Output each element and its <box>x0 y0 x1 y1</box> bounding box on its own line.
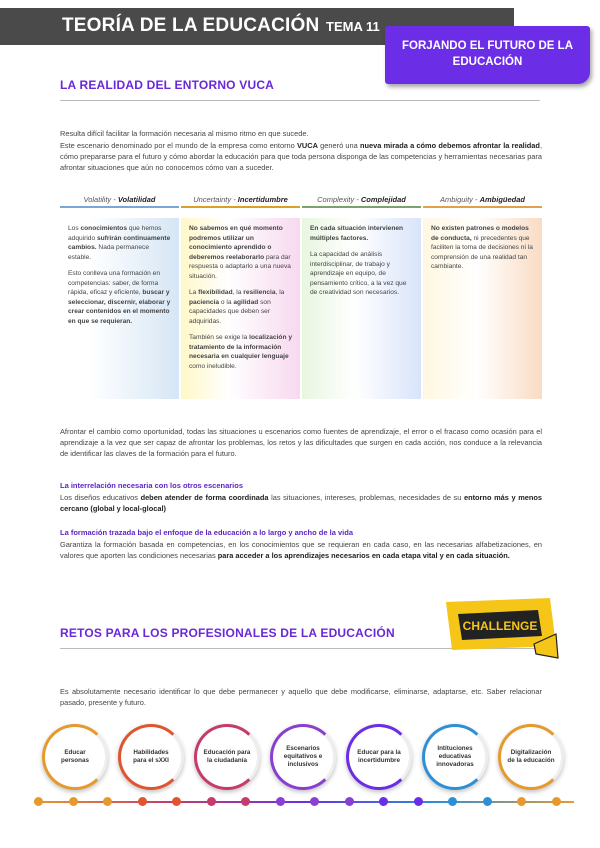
column-header: Complexity - Complejidad <box>302 192 421 208</box>
section-title-retos: RETOS PARA LOS PROFESIONALES DE LA EDUCACIÓN <box>60 626 395 640</box>
column-header: Ambiguity - Ambigüedad <box>423 192 542 208</box>
column-header: Uncertainty - Incertidumbre <box>181 192 300 208</box>
vuca-column-uncertainty <box>181 192 300 399</box>
column-header: Volatility - Volatilidad <box>60 192 179 208</box>
column-body: Los conocimientos que hemos adquirido sufrirán continuamente cambios. Nada permanece estable. Esto conlleva una formación en competencias: saber, de forma rápida, eficaz y eficiente, buscar y seleccionar, discernir, elaborar y crear contenidos en el momento en que se requieran. <box>60 218 179 399</box>
column-body: No sabemos en qué momento podremos utilizar un conocimiento aprendido o deberemos reelaborarlo para dar respuesta o adaptarlo a una nueva situación. La flexibilidad, la resiliencia, la paciencia o la agilidad son capacidades que deben ser adquiridas. También se exige la localización y tratamiento de la información necesaria en cualquier lenguaje como ineludible. <box>181 218 300 399</box>
timeline-dot <box>345 797 354 806</box>
timeline-dot <box>34 797 43 806</box>
vuca-column-ambiguity <box>423 192 542 399</box>
paragraph-retos: Es absolutamente necesario identificar lo que debe permanecer y aquello que debe modificarse, eliminarse, adaptarse, etc. Saber relacionar pasado, presente y futuro. <box>60 687 542 707</box>
timeline-dot <box>69 797 78 806</box>
timeline-item: Educación para la ciudadanía <box>194 724 260 790</box>
vuca-columns <box>60 192 542 399</box>
timeline-dot <box>103 797 112 806</box>
section-title-vuca: LA REALIDAD DEL ENTORNO VUCA <box>60 78 275 92</box>
timeline-dot <box>552 797 561 806</box>
timeline-item: Educar para la incertidumbre <box>346 724 412 790</box>
timeline-dot <box>483 797 492 806</box>
paragraph-lifelong: Garantiza la formación basada en competencias, en los conocimientos que se requieran en cada caso, en las necesarias alfabetizaciones, en valores que aporten las condiciones necesarias para acceder a los aprendizajes necesarios en cada etapa vital y en cada situación. <box>60 540 542 560</box>
vuca-column-complexity <box>302 192 421 399</box>
timeline-dot <box>138 797 147 806</box>
document-title: TEORÍA DE LA EDUCACIÓN <box>62 15 320 36</box>
timeline-item: Digitalización de la educación <box>498 724 564 790</box>
paragraph-change: Afrontar el cambio como oportunidad, todas las situaciones u escenarios como fuentes de aprendizaje, el error o el fracaso como ocasión para el aprendizaje a la vez que ser capaz de afrontar los problemas, los retos y las dificultades que surgen en cada acción, nos conduce a la relevancia de identificar las claves de la formación para el futuro. <box>60 427 542 458</box>
column-body: En cada situación intervienen múltiples factores. La capacidad de análisis interdisciplinar, de trabajo y aprendizaje en equipo, de pensamiento crítico, a la vez que de creatividad son necesarios. <box>302 218 421 399</box>
timeline-dot <box>448 797 457 806</box>
timeline-dot <box>241 797 250 806</box>
challenges-timeline <box>34 724 574 814</box>
tema-label: TEMA 11 <box>326 19 380 34</box>
timeline-dot <box>310 797 319 806</box>
section-badge: FORJANDO EL FUTURO DE LA EDUCACIÓN <box>385 26 590 84</box>
paragraph-interrelation: Los diseños educativos deben atender de forma coordinada las situaciones, intereses, problemas, necesidades de su entorno más y menos cercano (global y local-glocal) <box>60 493 543 513</box>
timeline-dot <box>379 797 388 806</box>
timeline-dot <box>172 797 181 806</box>
vuca-column-volatility <box>60 192 179 399</box>
column-body: No existen patrones o modelos de conducta, ni precedentes que faciliten la toma de decisiones ni la comprensión de una realidad tan cambiante. <box>423 218 542 399</box>
subheading-interrelation: La interrelación necesaria con los otros escenarios <box>60 481 243 490</box>
timeline-item: Escenarios equitativos e inclusivos <box>270 724 336 790</box>
divider <box>60 100 540 101</box>
timeline-item: Habilidades para el sXXI <box>118 724 184 790</box>
challenge-text: CHALLENGE <box>462 619 538 633</box>
subheading-lifelong: La formación trazada bajo el enfoque de la educación a lo largo y ancho de la vida <box>60 528 353 537</box>
timeline-dot <box>207 797 216 806</box>
timeline-dot <box>517 797 526 806</box>
timeline-dot <box>276 797 285 806</box>
timeline-line <box>34 801 574 803</box>
timeline-item: Intituciones educativas innovadoras <box>422 724 488 790</box>
intro-paragraph-1: Resulta difícil facilitar la formación necesaria al mismo ritmo en que sucede. <box>60 129 309 138</box>
timeline-dot <box>414 797 423 806</box>
timeline-item: Educar personas <box>42 724 108 790</box>
intro-paragraph-2: Este escenario denominado por el mundo de la empresa como entorno VUCA generó una nueva mirada a cómo debemos afrontar la realidad, cómo prepararse para el futuro y cómo abordar la educación para que toda persona disponga de las competencias y herramientas necesarias para afrontar situaciones que aún no conocemos cómo van a suceder. <box>60 141 542 172</box>
challenge-megaphone-icon <box>438 596 568 660</box>
